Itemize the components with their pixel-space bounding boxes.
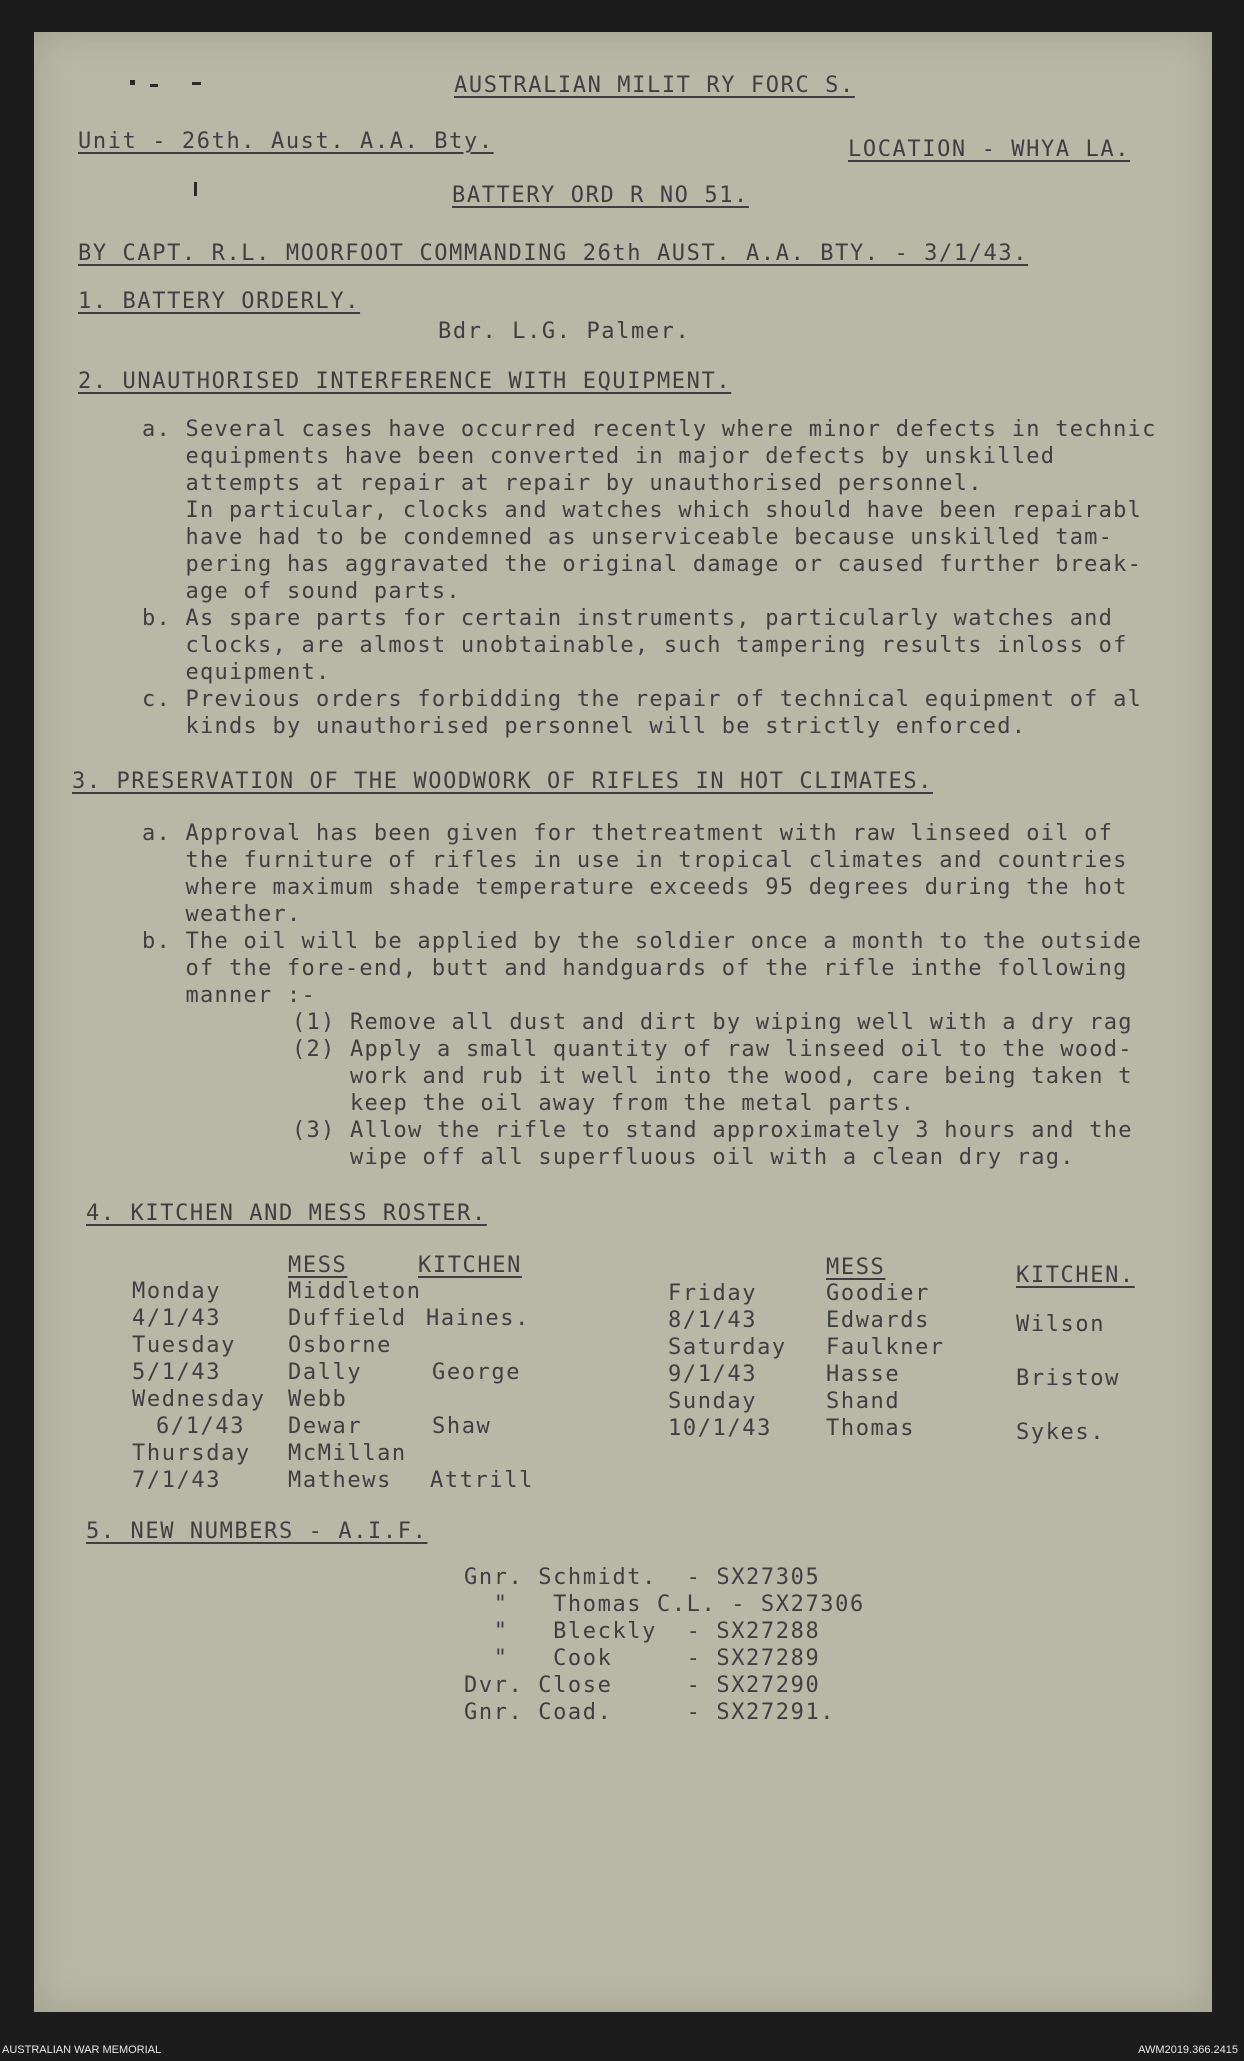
roster-day: Tuesday bbox=[132, 1333, 236, 1358]
roster-date: 6/1/43 bbox=[156, 1414, 246, 1439]
section-2-line: c. Previous orders forbidding the repair of technical equipment of al bbox=[142, 687, 1143, 712]
section-3-line: a. Approval has been given for thetreatment with raw linseed oil of bbox=[142, 821, 1114, 846]
roster-mess: Faulkner bbox=[826, 1335, 945, 1360]
roster-day: Sunday bbox=[668, 1389, 758, 1414]
section-2-line: equipment. bbox=[142, 660, 331, 685]
document-page bbox=[34, 32, 1212, 2012]
roster-mess: Goodier bbox=[826, 1281, 930, 1306]
section-3-line: the furniture of rifles in use in tropical climates and countries bbox=[142, 848, 1128, 873]
roster-date: 5/1/43 bbox=[132, 1360, 222, 1385]
roster-mess: Dally bbox=[288, 1360, 363, 1385]
roster-kitchen: Bristow bbox=[1016, 1366, 1120, 1391]
unit-line: Unit - 26th. Aust. A.A. Bty. bbox=[78, 129, 494, 154]
section-2-line: have had to be condemned as unserviceable because unskilled tam- bbox=[142, 525, 1114, 550]
new-number-line: " Bleckly - SX27288 bbox=[464, 1619, 821, 1644]
section-5-heading: 5. NEW NUMBERS - A.I.F. bbox=[86, 1519, 428, 1544]
by-line: BY CAPT. R.L. MOORFOOT COMMANDING 26th AUST. A.A. BTY. - 3/1/43. bbox=[78, 241, 1029, 266]
section-3-line: where maximum shade temperature exceeds 95 degrees during the hot bbox=[142, 875, 1128, 900]
roster-date: 9/1/43 bbox=[668, 1362, 758, 1387]
section-2-line: pering has aggravated the original damage or caused further break- bbox=[142, 552, 1143, 577]
roster-kitchen: Haines. bbox=[426, 1306, 530, 1331]
roster-col-mess-right: MESS bbox=[826, 1255, 886, 1280]
ink-mark bbox=[194, 182, 197, 196]
location-line: LOCATION - WHYA LA. bbox=[848, 137, 1131, 162]
roster-mess: Hasse bbox=[826, 1362, 901, 1387]
roster-day: Wednesday bbox=[132, 1387, 266, 1412]
roster-date: 8/1/43 bbox=[668, 1308, 758, 1333]
section-2-line: clocks, are almost unobtainable, such tampering results inloss of bbox=[142, 633, 1128, 658]
roster-kitchen: Attrill bbox=[430, 1468, 534, 1493]
section-2-line: attempts at repair at repair by unauthorised personnel. bbox=[142, 471, 983, 496]
section-3-line: weather. bbox=[142, 902, 302, 927]
roster-kitchen: Sykes. bbox=[1016, 1420, 1106, 1445]
roster-mess: Mathews bbox=[288, 1468, 392, 1493]
section-2-heading: 2. UNAUTHORISED INTERFERENCE WITH EQUIPMENT. bbox=[78, 369, 732, 394]
section-1-heading: 1. BATTERY ORDERLY. bbox=[78, 289, 361, 314]
footer-accession-number: AWM2019.366.2415 bbox=[1138, 2044, 1238, 2056]
roster-mess: McMillan bbox=[288, 1441, 407, 1466]
roster-kitchen: George bbox=[432, 1360, 522, 1385]
section-3-line: keep the oil away from the metal parts. bbox=[292, 1091, 916, 1116]
new-number-line: Dvr. Close - SX27290 bbox=[464, 1673, 821, 1698]
roster-mess: Edwards bbox=[826, 1308, 930, 1333]
new-number-line: Gnr. Coad. - SX27291. bbox=[464, 1700, 836, 1725]
roster-col-kitchen-right: KITCHEN. bbox=[1016, 1263, 1135, 1288]
roster-day: Monday bbox=[132, 1279, 222, 1304]
section-3-line: b. The oil will be applied by the soldier once a month to the outside bbox=[142, 929, 1143, 954]
ink-mark bbox=[192, 82, 201, 85]
roster-day: Friday bbox=[668, 1281, 758, 1306]
section-3-heading: 3. PRESERVATION OF THE WOODWORK OF RIFLES IN HOT CLIMATES. bbox=[72, 769, 934, 794]
roster-mess: Osborne bbox=[288, 1333, 392, 1358]
new-number-line: " Cook - SX27289 bbox=[464, 1646, 821, 1671]
section-3-line: (3) Allow the rifle to stand approximately 3 hours and the bbox=[292, 1118, 1133, 1143]
section-2-line: b. As spare parts for certain instruments, particularly watches and bbox=[142, 606, 1114, 631]
section-4-heading: 4. KITCHEN AND MESS ROSTER. bbox=[86, 1201, 487, 1226]
roster-mess: Shand bbox=[826, 1389, 901, 1414]
roster-date: 10/1/43 bbox=[668, 1416, 772, 1441]
section-3-line: work and rub it well into the wood, care being taken t bbox=[292, 1064, 1133, 1089]
roster-kitchen: Wilson bbox=[1016, 1312, 1106, 1337]
section-3-line: (2) Apply a small quantity of raw linseed oil to the wood- bbox=[292, 1037, 1133, 1062]
roster-day: Thursday bbox=[132, 1441, 251, 1466]
roster-day: Saturday bbox=[668, 1335, 787, 1360]
roster-col-mess: MESS bbox=[288, 1253, 348, 1278]
ink-mark bbox=[150, 84, 158, 87]
roster-mess: Webb bbox=[288, 1387, 348, 1412]
new-number-line: Gnr. Schmidt. - SX27305 bbox=[464, 1565, 821, 1590]
roster-mess: Thomas bbox=[826, 1416, 916, 1441]
section-1-body: Bdr. L.G. Palmer. bbox=[438, 319, 691, 344]
roster-mess: Duffield bbox=[288, 1306, 407, 1331]
roster-kitchen: Shaw bbox=[432, 1414, 492, 1439]
section-2-line: a. Several cases have occurred recently where minor defects in technic bbox=[142, 417, 1157, 442]
document-title: AUSTRALIAN MILIT RY FORC S. bbox=[454, 73, 855, 98]
section-3-line: wipe off all superfluous oil with a clean dry rag. bbox=[292, 1145, 1075, 1170]
section-2-line: age of sound parts. bbox=[142, 579, 461, 604]
section-2-line: equipments have been converted in major defects by unskilled bbox=[142, 444, 1056, 469]
ink-mark bbox=[130, 80, 135, 85]
roster-date: 7/1/43 bbox=[132, 1468, 222, 1493]
roster-date: 4/1/43 bbox=[132, 1306, 222, 1331]
roster-col-kitchen: KITCHEN bbox=[418, 1253, 522, 1278]
new-number-line: " Thomas C.L. - SX27306 bbox=[464, 1592, 865, 1617]
section-3-line: manner :- bbox=[142, 983, 316, 1008]
footer-credit: AUSTRALIAN WAR MEMORIAL bbox=[2, 2044, 162, 2056]
order-number: BATTERY ORD R NO 51. bbox=[452, 183, 749, 208]
roster-mess: Dewar bbox=[288, 1414, 363, 1439]
roster-mess: Middleton bbox=[288, 1279, 422, 1304]
section-2-line: kinds by unauthorised personnel will be strictly enforced. bbox=[142, 714, 1027, 739]
section-3-line: (1) Remove all dust and dirt by wiping well with a dry rag bbox=[292, 1010, 1133, 1035]
section-2-line: In particular, clocks and watches which should have been repairabl bbox=[142, 498, 1143, 523]
section-3-line: of the fore-end, butt and handguards of the rifle inthe following bbox=[142, 956, 1128, 981]
